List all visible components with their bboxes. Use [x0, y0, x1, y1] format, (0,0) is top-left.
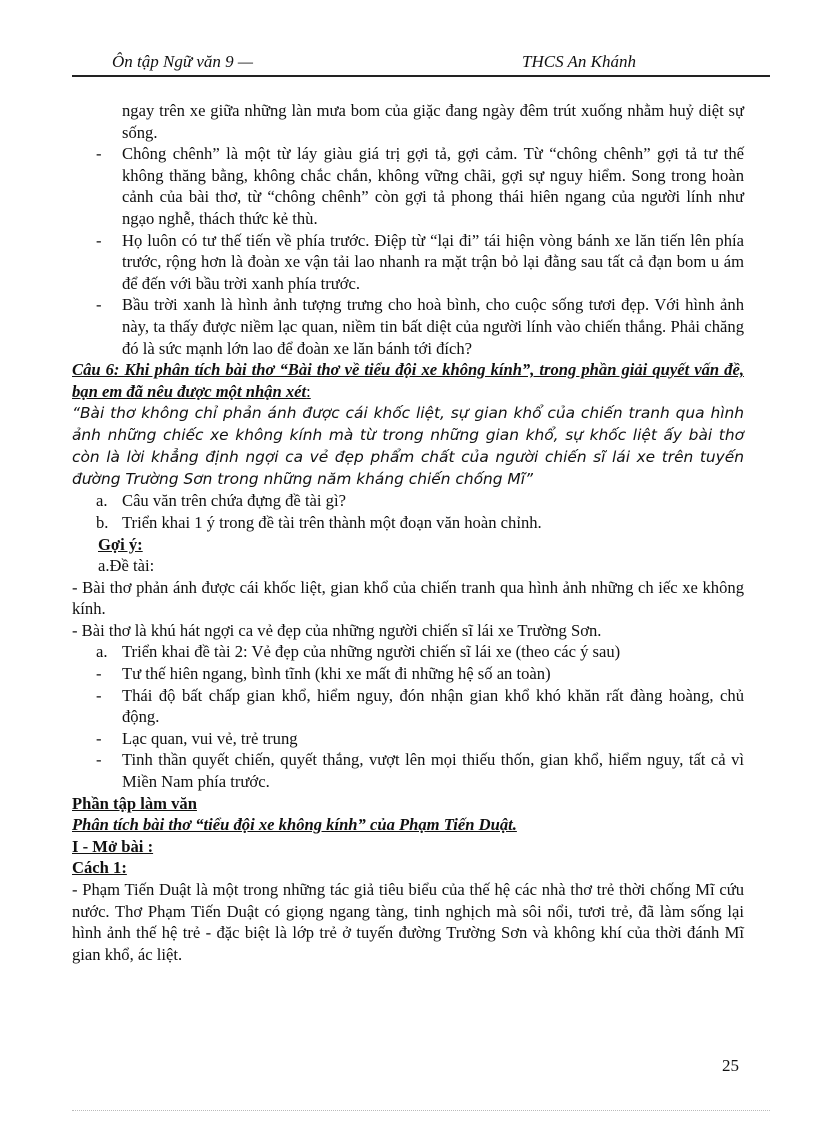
bullet-item — [72, 294, 744, 359]
section-heading — [72, 793, 744, 815]
intro-paragraph: - Phạm Tiến Duật là một trong những tác giả tiêu biểu của thế hệ các nhà thơ trẻ thời chống Mĩ cứu nước. Thơ Phạm Tiến Duật có giọng ngang tàng, tinh nghịch mà sôi nổi, tươi trẻ, đã làm sống lại hình ảnh thế hệ trẻ - đặc biệt là lớp trẻ ở tuyến đường Trường Sơn và không khí của thời đánh Mĩ gian khổ, ác liệt. — [72, 880, 744, 964]
bullet-item — [72, 663, 744, 685]
intro-heading-text: I - Mở bài : — [72, 836, 154, 856]
bullet-text: Bầu trời xanh là hình ảnh tượng trưng cho hoà bình, cho cuộc sống tươi đẹp. Với hình ảnh này, ta thấy được niềm lạc quan, niềm tin bất diệt của người lính vào chiến thắng. Phải chăng đó là sức mạnh lớn lao để đoàn xe lăn bánh tới đích? — [122, 295, 744, 358]
bullet-text: Tư thế hiên ngang, bình tĩnh (khi xe mất đi những hệ số an toàn) — [122, 664, 551, 684]
develop-topic-text: Triển khai đề tài 2: Vẻ đẹp của những người chiến sĩ lái xe (theo các ý sau) — [122, 642, 621, 662]
question-a — [72, 490, 744, 512]
bullet-marker: - — [96, 144, 102, 164]
continued-paragraph: ngay trên xe giữa những làn mưa bom của giặc đang ngày đêm trút xuống nhằm huỷ diệt sự sống. — [122, 101, 744, 142]
question-6 — [72, 359, 744, 402]
question-b-text: Triển khai 1 ý trong đề tài trên thành một đoạn văn hoàn chỉnh. — [122, 512, 542, 532]
bullet-marker: - — [96, 728, 102, 748]
topic-point-1: - Bài thơ phản ánh được cái khốc liệt, gian khổ của chiến tranh qua hình ảnh những ch iếc xe không kính. — [72, 577, 744, 619]
page-content — [72, 100, 744, 965]
question-6-colon: : — [306, 381, 311, 401]
topic-label: a.Đề tài: — [98, 556, 155, 576]
bullet-marker: - — [96, 685, 102, 705]
question-6-label: Câu 6: — [72, 360, 120, 380]
page-number: 25 — [722, 1056, 739, 1075]
essay-title — [72, 814, 744, 836]
bullet-item — [72, 728, 744, 750]
method-heading — [72, 857, 744, 879]
bullet-item — [72, 685, 744, 728]
question-b-marker: b. — [96, 512, 109, 532]
bullet-text: Họ luôn có tư thế tiến về phía trước. Điệp từ “lại đi” tái hiện vòng bánh xe lăn tiến lên phía trước, rộng hơn là đoàn xe vận tải lao nhanh ra mặt trận bỏ lại đằng sau tất cả đạn bom u ám để đến với bầu trời xanh phía trước. — [122, 230, 744, 293]
header-right: THCS An Khánh — [522, 52, 636, 71]
question-a-marker: a. — [96, 491, 108, 511]
bullet-text: Lạc quan, vui vẻ, trẻ trung — [122, 728, 298, 748]
bullet-marker: - — [96, 230, 102, 250]
bullet-text: Thái độ bất chấp gian khổ, hiểm nguy, đón nhận gian khổ khó khăn rất đàng hoàng, chủ động. — [122, 685, 744, 727]
bullet-marker: - — [96, 295, 102, 315]
question-b — [72, 512, 744, 534]
intro-heading — [72, 836, 744, 858]
bullet-text: Chông chênh” là một từ láy giàu giá trị gợi tả, gợi cảm. Từ “chông chênh” gợi tả tư thế không thăng bằng, không chắc chắn, không vững chãi, gợi sự nguy hiểm. Song trong hoàn cảnh của bài thơ, từ “chông chênh” còn gợi tả phong thái hiên ngang của người lính như ngạo nghễ, thách thức kẻ thù. — [122, 144, 744, 228]
bullet-marker: - — [96, 750, 102, 770]
question-a-text: Câu văn trên chứa đựng đề tài gì? — [122, 491, 346, 511]
hint-heading-text: Gợi ý: — [98, 534, 143, 554]
bullet-text: Tinh thần quyết chiến, quyết thắng, vượt lên mọi thiếu thốn, gian khổ, hiểm nguy, tất cả vì Miền Nam phía trước. — [122, 750, 744, 792]
bullet-item — [72, 143, 744, 229]
topic-point-2: - Bài thơ là khú hát ngợi ca vẻ đẹp của những người chiến sĩ lái xe Trường Sơn. — [72, 620, 602, 640]
quoted-comment: “Bài thơ không chỉ phản ánh được cái khốc liệt, sự gian khổ của chiến tranh qua hình ảnh những chiếc xe không kính mà từ trong những gian khổ, sự khốc liệt ấy bài thơ còn là lời khẳng định ngợi ca vẻ đẹp phẩm chất của người chiến sĩ lái xe trên tuyến đường Trường Sơn trong những năm kháng chiến chống Mĩ” — [72, 404, 744, 489]
develop-topic — [72, 641, 744, 663]
bullet-marker: - — [96, 664, 102, 684]
hint-heading — [72, 534, 744, 556]
section-heading-text: Phần tập làm văn — [72, 793, 197, 813]
develop-topic-marker: a. — [96, 642, 108, 662]
essay-title-text: Phân tích bài thơ “tiểu đội xe không kính” của Phạm Tiến Duật. — [72, 815, 517, 835]
question-6-text: Khi phân tích bài thơ “Bài thơ về tiểu đội xe không kính”, trong phần giải quyết vấn đề, bạn em đã nêu được một nhận xét — [72, 360, 744, 401]
method-heading-text: Cách 1: — [72, 858, 127, 878]
header-rule — [72, 75, 770, 77]
bullet-item — [72, 749, 744, 792]
header-left: Ôn tập Ngữ văn 9 — — [112, 52, 254, 71]
bullet-item — [72, 230, 744, 295]
footer-rule — [72, 1110, 770, 1111]
